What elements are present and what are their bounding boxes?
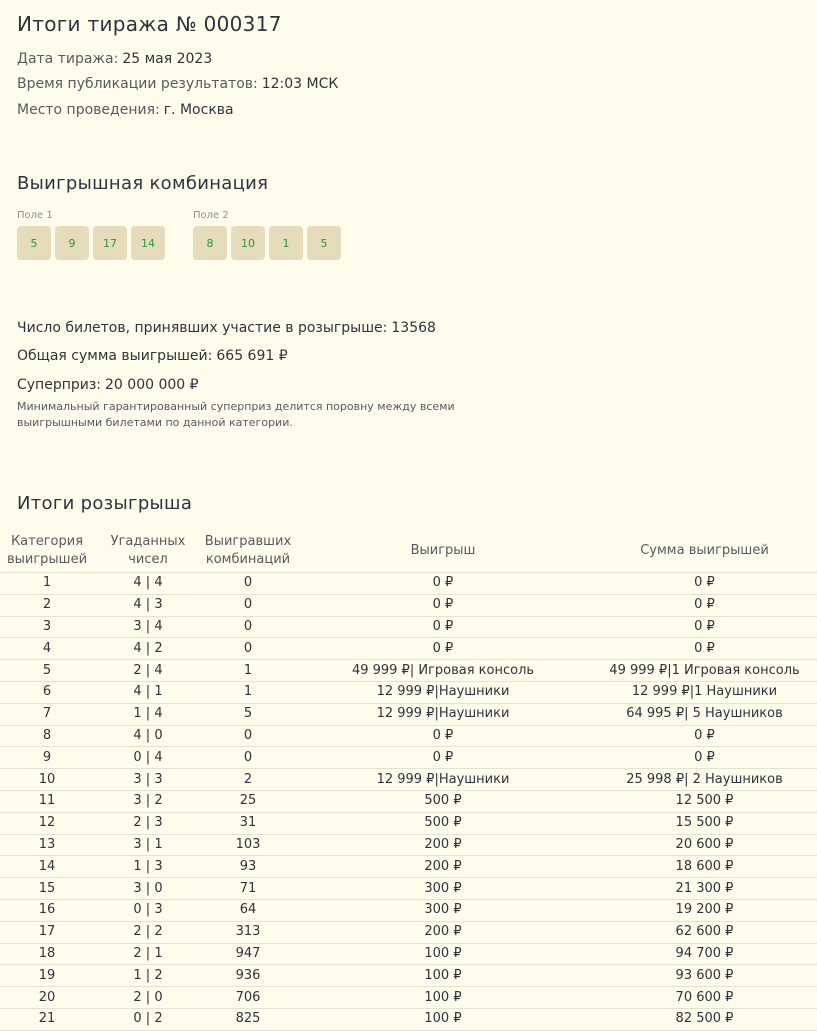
ball: 5: [17, 226, 51, 260]
prize-cell: 0 ₽: [294, 725, 592, 747]
results-table: [0, 530, 817, 1031]
prize-cell: 0 ₽: [294, 616, 592, 638]
total-winnings-row: [17, 348, 288, 364]
prize-cell: 200 ₽: [294, 921, 592, 943]
table-row: [0, 878, 817, 900]
prize-cell: 12 999 ₽|Наушники: [294, 703, 592, 725]
col-matched: Угаданных чисел: [94, 530, 202, 573]
matched-cell: 4 | 3: [94, 594, 202, 616]
total-cell: 82 500 ₽: [592, 1008, 817, 1030]
prize-cell: 100 ₽: [294, 987, 592, 1009]
superprize-label: Суперприз:: [17, 377, 102, 393]
category-cell: 2: [0, 594, 94, 616]
total-cell: 18 600 ₽: [592, 856, 817, 878]
winners-cell: 825: [202, 1008, 294, 1030]
table-row: [0, 856, 817, 878]
publish-time-row: [17, 76, 338, 92]
total-cell: 12 500 ₽: [592, 790, 817, 812]
matched-cell: 0 | 3: [94, 899, 202, 921]
winners-cell: 0: [202, 594, 294, 616]
category-cell: 15: [0, 878, 94, 900]
category-cell: 21: [0, 1008, 94, 1030]
category-cell: 5: [0, 660, 94, 682]
winners-cell: 2: [202, 769, 294, 791]
superprize-row: [17, 377, 199, 393]
table-row: [0, 987, 817, 1009]
winners-cell: 313: [202, 921, 294, 943]
prize-cell: 0 ₽: [294, 573, 592, 595]
category-cell: 19: [0, 965, 94, 987]
prize-cell: 49 999 ₽| Игровая консоль: [294, 660, 592, 682]
winners-cell: 5: [202, 703, 294, 725]
winners-cell: 706: [202, 987, 294, 1009]
category-cell: 18: [0, 943, 94, 965]
table-row: [0, 899, 817, 921]
winners-cell: 93: [202, 856, 294, 878]
category-cell: 3: [0, 616, 94, 638]
total-winnings-value: 665 691 ₽: [216, 348, 288, 364]
tickets-count-label: Число билетов, принявших участие в розыгрыше:: [17, 320, 388, 336]
matched-cell: 3 | 1: [94, 834, 202, 856]
matched-cell: 2 | 2: [94, 921, 202, 943]
matched-cell: 4 | 0: [94, 725, 202, 747]
matched-cell: 3 | 0: [94, 878, 202, 900]
category-cell: 17: [0, 921, 94, 943]
category-cell: 6: [0, 681, 94, 703]
prize-cell: 200 ₽: [294, 834, 592, 856]
total-cell: 19 200 ₽: [592, 899, 817, 921]
matched-cell: 4 | 1: [94, 681, 202, 703]
table-row: [0, 790, 817, 812]
category-cell: 13: [0, 834, 94, 856]
winners-cell: 0: [202, 725, 294, 747]
total-cell: 70 600 ₽: [592, 987, 817, 1009]
total-cell: 0 ₽: [592, 573, 817, 595]
total-cell: 21 300 ₽: [592, 878, 817, 900]
winners-cell: 0: [202, 573, 294, 595]
ball: 5: [307, 226, 341, 260]
category-cell: 8: [0, 725, 94, 747]
prize-cell: 200 ₽: [294, 856, 592, 878]
winners-cell: 103: [202, 834, 294, 856]
table-row: [0, 660, 817, 682]
winners-cell: 31: [202, 812, 294, 834]
matched-cell: 2 | 4: [94, 660, 202, 682]
total-cell: 94 700 ₽: [592, 943, 817, 965]
total-cell: 0 ₽: [592, 616, 817, 638]
total-cell: 25 998 ₽| 2 Наушников: [592, 769, 817, 791]
table-row: [0, 943, 817, 965]
draw-date-label: Дата тиража:: [17, 51, 119, 67]
table-row: [0, 812, 817, 834]
winners-cell: 1: [202, 660, 294, 682]
publish-time-value: 12:03 МСК: [261, 76, 339, 92]
prize-cell: 500 ₽: [294, 790, 592, 812]
table-row: [0, 616, 817, 638]
draw-date-row: [17, 51, 212, 67]
table-row: [0, 638, 817, 660]
prize-cell: 0 ₽: [294, 638, 592, 660]
ball: 14: [131, 226, 165, 260]
table-row: [0, 573, 817, 595]
prize-cell: 100 ₽: [294, 965, 592, 987]
category-cell: 10: [0, 769, 94, 791]
ball: 10: [231, 226, 265, 260]
winners-cell: 1: [202, 681, 294, 703]
ball: 1: [269, 226, 303, 260]
matched-cell: 0 | 4: [94, 747, 202, 769]
category-cell: 14: [0, 856, 94, 878]
category-cell: 9: [0, 747, 94, 769]
winners-cell: 0: [202, 638, 294, 660]
prize-cell: 0 ₽: [294, 594, 592, 616]
category-cell: 20: [0, 987, 94, 1009]
field1-label: Поле 1: [17, 210, 53, 221]
total-cell: 93 600 ₽: [592, 965, 817, 987]
table-row: [0, 965, 817, 987]
col-total: Сумма выигрышей: [592, 530, 817, 573]
field2-balls: [193, 226, 341, 260]
winners-cell: 25: [202, 790, 294, 812]
total-cell: 49 999 ₽|1 Игровая консоль: [592, 660, 817, 682]
matched-cell: 1 | 3: [94, 856, 202, 878]
total-cell: 0 ₽: [592, 725, 817, 747]
winners-cell: 947: [202, 943, 294, 965]
matched-cell: 1 | 2: [94, 965, 202, 987]
table-row: [0, 921, 817, 943]
total-cell: 15 500 ₽: [592, 812, 817, 834]
table-row: [0, 769, 817, 791]
winners-cell: 0: [202, 747, 294, 769]
matched-cell: 2 | 1: [94, 943, 202, 965]
total-cell: 0 ₽: [592, 594, 817, 616]
category-cell: 16: [0, 899, 94, 921]
total-cell: 0 ₽: [592, 638, 817, 660]
results-heading: Итоги розыгрыша: [17, 493, 193, 514]
total-cell: 0 ₽: [592, 747, 817, 769]
table-row: [0, 594, 817, 616]
prize-cell: 100 ₽: [294, 943, 592, 965]
matched-cell: 3 | 2: [94, 790, 202, 812]
total-cell: 62 600 ₽: [592, 921, 817, 943]
table-row: [0, 681, 817, 703]
matched-cell: 3 | 4: [94, 616, 202, 638]
superprize-note: Минимальный гарантированный суперприз делится поровну между всеми выигрышными билетами по данной категории.: [17, 400, 455, 429]
field1-balls: [17, 226, 165, 260]
category-cell: 1: [0, 573, 94, 595]
publish-time-label: Время публикации результатов:: [17, 76, 258, 92]
winners-cell: 71: [202, 878, 294, 900]
col-winners: Выигравших комбинаций: [202, 530, 294, 573]
superprize-value: 20 000 000 ₽: [105, 377, 199, 393]
ball: 17: [93, 226, 127, 260]
prize-cell: 300 ₽: [294, 878, 592, 900]
tickets-count-row: [17, 320, 436, 336]
prize-cell: 300 ₽: [294, 899, 592, 921]
winners-cell: 0: [202, 616, 294, 638]
winning-combination-heading: Выигрышная комбинация: [17, 173, 269, 194]
ball: 9: [55, 226, 89, 260]
table-row: [0, 1008, 817, 1030]
field2-label: Поле 2: [193, 210, 229, 221]
category-cell: 12: [0, 812, 94, 834]
total-cell: 64 995 ₽| 5 Наушников: [592, 703, 817, 725]
winners-cell: 64: [202, 899, 294, 921]
matched-cell: 2 | 0: [94, 987, 202, 1009]
category-cell: 11: [0, 790, 94, 812]
location-row: [17, 102, 234, 118]
col-category: Категория выигрышей: [0, 530, 94, 573]
prize-cell: 0 ₽: [294, 747, 592, 769]
prize-cell: 12 999 ₽|Наушники: [294, 681, 592, 703]
table-row: [0, 703, 817, 725]
results-table-body: [0, 573, 817, 1031]
location-label: Место проведения:: [17, 102, 160, 118]
category-cell: 4: [0, 638, 94, 660]
prize-cell: 12 999 ₽|Наушники: [294, 769, 592, 791]
prize-cell: 500 ₽: [294, 812, 592, 834]
draw-date-value: 25 мая 2023: [122, 51, 213, 67]
ball: 8: [193, 226, 227, 260]
matched-cell: 0 | 2: [94, 1008, 202, 1030]
total-cell: 12 999 ₽|1 Наушники: [592, 681, 817, 703]
matched-cell: 4 | 2: [94, 638, 202, 660]
matched-cell: 3 | 3: [94, 769, 202, 791]
table-row: [0, 834, 817, 856]
category-cell: 7: [0, 703, 94, 725]
table-row: [0, 725, 817, 747]
total-cell: 20 600 ₽: [592, 834, 817, 856]
table-row: [0, 747, 817, 769]
total-winnings-label: Общая сумма выигрышей:: [17, 348, 213, 364]
prize-cell: 100 ₽: [294, 1008, 592, 1030]
page-title: Итоги тиража № 000317: [17, 12, 282, 36]
col-prize: Выигрыш: [294, 530, 592, 573]
winners-cell: 936: [202, 965, 294, 987]
tickets-count-value: 13568: [391, 320, 436, 336]
results-table-header: [0, 530, 817, 573]
matched-cell: 4 | 4: [94, 573, 202, 595]
location-value: г. Москва: [163, 102, 234, 118]
matched-cell: 2 | 3: [94, 812, 202, 834]
matched-cell: 1 | 4: [94, 703, 202, 725]
